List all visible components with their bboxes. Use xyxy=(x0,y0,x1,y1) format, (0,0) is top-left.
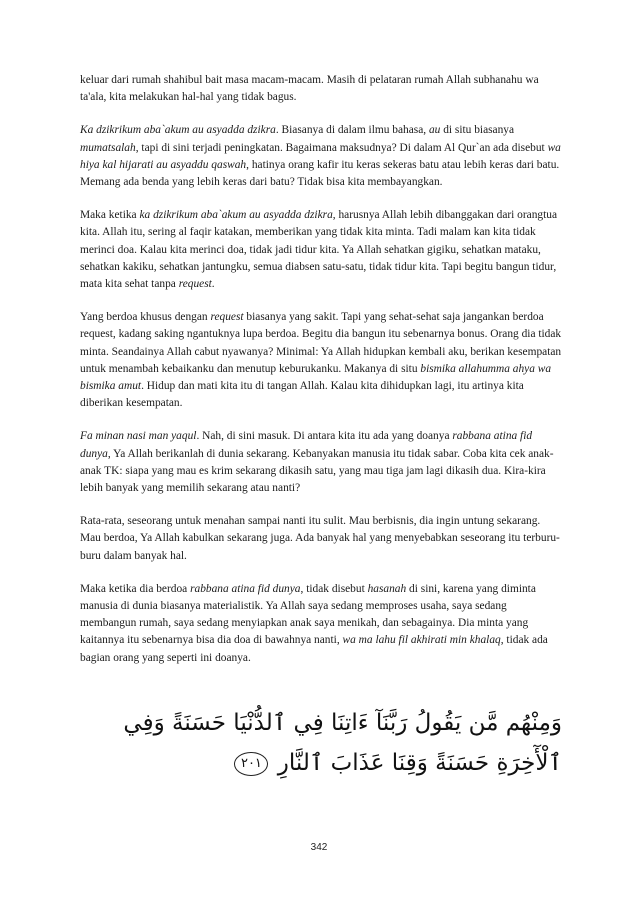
body-text xyxy=(80,72,562,683)
text-run: , tidak disebut xyxy=(300,582,368,595)
paragraph xyxy=(80,207,562,293)
italic-term: Ka dzikrikum aba`akum au asyadda dzikra xyxy=(80,124,276,137)
text-run: . Biasanya di dalam ilmu bahasa, xyxy=(275,124,429,137)
paragraph xyxy=(80,428,562,497)
paragraph xyxy=(80,122,562,191)
text-run: . xyxy=(211,278,215,291)
italic-term: bismika allahumma ahya wa bismika amut xyxy=(80,362,552,393)
italic-term: rabbana atina fid dunya xyxy=(80,430,533,460)
paragraph xyxy=(80,581,562,667)
paragraph xyxy=(80,513,562,565)
italic-term: mumatsalah xyxy=(80,141,136,154)
text-run: di situ biasanya xyxy=(440,124,515,137)
text-run: Yang berdoa khusus dengan xyxy=(80,311,211,324)
text-run: biasanya yang sakit. Tapi yang sehat-sehat saja jangankan berdoa request, kadang saking ngantuknya lupa berdoa. Begitu dia bangun itu sebenarnya bonus. Orang dia tidak minta. Seandainya Allah cabut nyawanya? Minimal: Ya Allah hidupkan kembali aku, berikan kesempatan untuk menambah kebaikanku dan menutup keburukanku. Makanya di situ xyxy=(80,311,562,375)
italic-term: request xyxy=(210,311,244,324)
text-run: . Nah, di sini masuk. Di antara kita itu ada yang doanya xyxy=(196,430,453,443)
text-run: Maka ketika xyxy=(80,209,140,222)
text-run: , harusnya Allah lebih dibanggakan dari orangtua kita. Allah itu, sering al faqir katakan, memberikan yang tidak kita minta. Tadi malam kan kita tidak merinci doa. Kalau kita merinci doa, tidak jadi tidur kita. Ya Allah sehatkan gigiku, sehatkan mataku, sehatkan kakiku, sehatkan jantungku, semua diabsen satu-satu, tidak tidur kita. Tapi begitu bangun tidur, mata kita sehat tanpa xyxy=(80,209,558,291)
text-run: Rata-rata, seseorang untuk menahan sampai nanti itu sulit. Mau berbisnis, dia ingin untung sekarang. Mau berdoa, Ya Allah kabulkan sekarang juga. Ada banyak hal yang menyebabkan seseorang itu terburu-buru dalam banyak hal. xyxy=(80,515,560,562)
text-run: di sini, karena yang diminta manusia di dunia biasanya materialistik. Ya Allah saya sedang memproses usaha, saya sedang membangun rumah, saya sedang menyiapkan anak saya menikah, dan sebagainya. Dia minta yang kaitannya itu sebenarnya bisa dia doa di bawahnya nanti, xyxy=(80,582,536,647)
italic-term: rabbana atina fid dunya xyxy=(190,582,301,595)
italic-term: request xyxy=(178,278,212,291)
text-run: , tapi di sini terjadi peningkatan. Bagaimana maksudnya? Di dalam Al Qur`an ada disebut xyxy=(135,141,548,154)
paragraph xyxy=(80,72,562,106)
verse-line-2-text: ٱلْأٓخِرَةِ حَسَنَةً وَقِنَا عَذَابَ ٱلنَّارِ xyxy=(277,750,562,776)
page-number: 342 xyxy=(310,842,328,853)
italic-term: au xyxy=(428,124,441,137)
italic-term: wa ma lahu fil akhirati min khalaq xyxy=(342,634,501,647)
italic-term: hasanah xyxy=(367,582,407,595)
quran-verse xyxy=(80,703,562,783)
verse-line-2 xyxy=(80,743,562,783)
text-run: , Ya Allah berikanlah di dunia sekarang. Kebanyakan manusia itu tidak sabar. Coba kita cek anak-anak TK: siapa yang mau es krim sekarang dikasih satu, yang mau tiga jam lagi dikasih dua. Kira-kira lebih banyak yang memilih sekarang atau nanti? xyxy=(80,447,554,495)
text-run: keluar dari rumah shahibul bait masa macam-macam. Masih di pelataran rumah Allah subhanahu wa ta'ala, kita melakukan hal-hal yang tidak bagus. xyxy=(80,74,539,104)
ayah-number-marker: ٢٠١ xyxy=(234,752,268,776)
text-run: . Hidup dan mati kita itu di tangan Allah. Kalau kita dihidupkan lagi, itu artinya kita diberikan kesempatan. xyxy=(80,380,524,410)
italic-term: Fa minan nasi man yaqul xyxy=(80,430,197,443)
paragraph xyxy=(80,309,562,412)
text-run: , hatinya orang kafir itu keras sekeras batu atau lebih keras dari batu. Memang ada benda yang lebih keras dari batu? Tidak bisa kita membayangkan. xyxy=(80,158,560,189)
italic-term: wa hiya kal hijarati au asyaddu qaswah xyxy=(80,141,561,171)
italic-term: ka dzikrikum aba`akum au asyadda dzikra xyxy=(139,209,333,222)
text-run: Maka ketika dia berdoa xyxy=(80,582,191,595)
verse-line-1: وَمِنْهُم مَّن يَقُولُ رَبَّنَآ ءَاتِنَا فِي ٱلدُّنْيَا حَسَنَةً وَفِي xyxy=(123,710,562,736)
text-run: , tidak ada bagian orang yang seperti ini doanya. xyxy=(80,634,548,664)
